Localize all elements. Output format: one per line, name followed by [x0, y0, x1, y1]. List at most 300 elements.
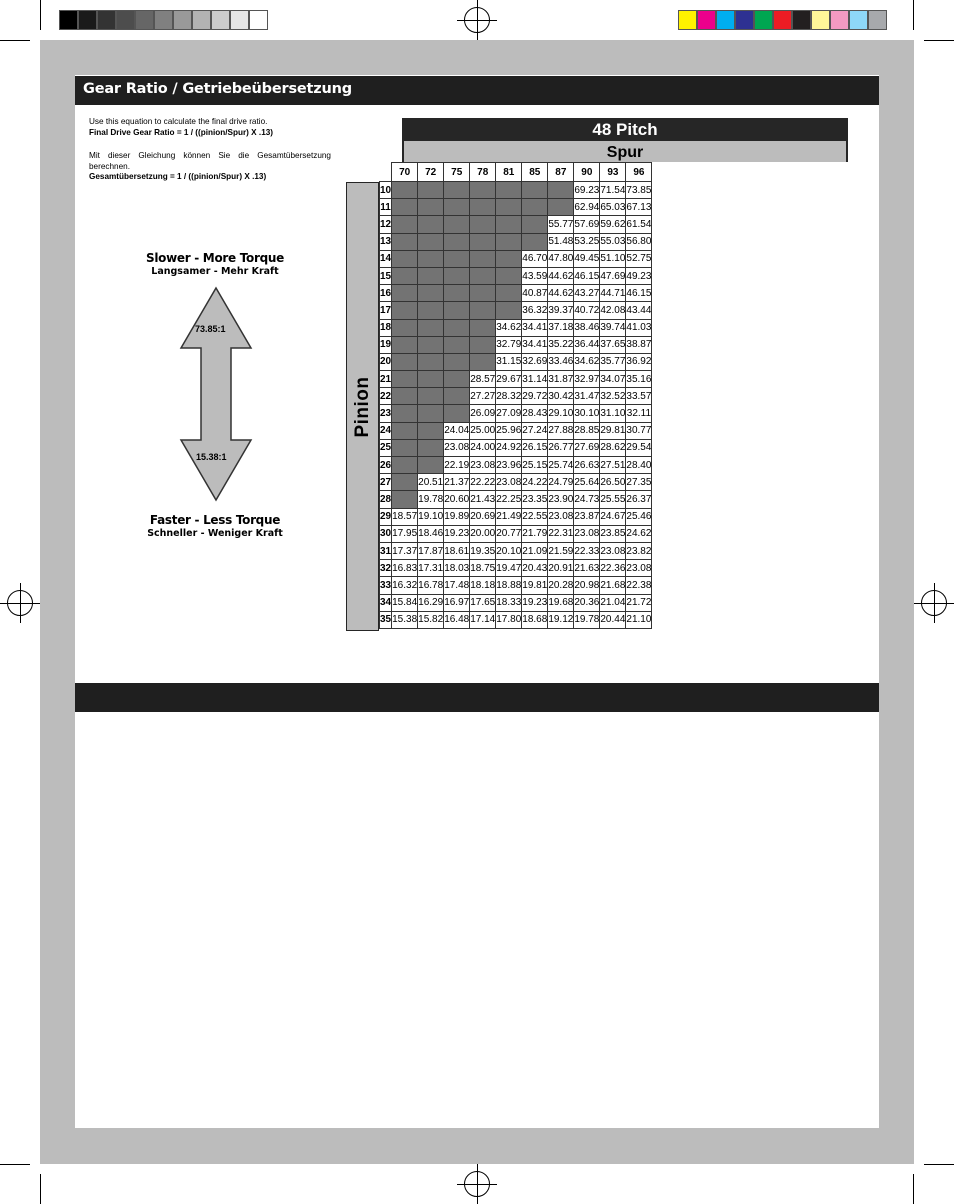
- gray-swatch: [78, 10, 97, 30]
- pinion-label: Pinion: [351, 375, 373, 438]
- table-row: [380, 371, 652, 388]
- ratio-cell: 46.70: [522, 250, 548, 267]
- ratio-cell: 46.15: [574, 267, 600, 284]
- color-swatch: [792, 10, 811, 30]
- ratio-cell: 17.37: [392, 542, 418, 559]
- ratio-cell: 24.62: [626, 525, 652, 542]
- gear-ratio-table: [379, 162, 652, 629]
- ratio-cell: 37.65: [600, 336, 626, 353]
- pinion-cell: 34: [380, 594, 392, 611]
- unavailable-cell: [496, 250, 522, 267]
- gray-swatch: [135, 10, 154, 30]
- ratio-cell: 17.14: [470, 611, 496, 628]
- unavailable-cell: [444, 353, 470, 370]
- unavailable-cell: [418, 388, 444, 405]
- faster-label-text: Faster - Less Torque: [149, 513, 281, 527]
- ratio-cell: 67.13: [626, 199, 652, 216]
- unavailable-cell: [496, 199, 522, 216]
- gray-swatch: [173, 10, 192, 30]
- unavailable-cell: [444, 199, 470, 216]
- table-row: [380, 199, 652, 216]
- unavailable-cell: [418, 439, 444, 456]
- ratio-cell: 15.84: [392, 594, 418, 611]
- ratio-cell: 23.08: [496, 474, 522, 491]
- ratio-cell: 20.60: [444, 491, 470, 508]
- ratio-cell: 22.38: [626, 577, 652, 594]
- ratio-cell: 53.25: [574, 233, 600, 250]
- ratio-cell: 16.78: [418, 577, 444, 594]
- ratio-cell: 34.62: [496, 319, 522, 336]
- ratio-cell: 31.10: [600, 405, 626, 422]
- ratio-cell: 33.57: [626, 388, 652, 405]
- pinion-cell: 16: [380, 285, 392, 302]
- ratio-cell: 18.88: [496, 577, 522, 594]
- slower-label-text: Slower - More Torque: [146, 251, 284, 265]
- ratio-cell: 23.85: [600, 525, 626, 542]
- table-row: [380, 457, 652, 474]
- unavailable-cell: [418, 336, 444, 353]
- table-row: [380, 388, 652, 405]
- pinion-cell: 25: [380, 439, 392, 456]
- color-swatch: [735, 10, 754, 30]
- color-swatch: [754, 10, 773, 30]
- ratio-cell: 47.69: [600, 267, 626, 284]
- ratio-cell: 23.08: [626, 560, 652, 577]
- color-swatch-strip: [678, 10, 887, 30]
- ratio-cell: 24.79: [548, 474, 574, 491]
- ratio-cell: 21.43: [470, 491, 496, 508]
- pinion-cell: 11: [380, 199, 392, 216]
- spur-header-cell: 72: [418, 163, 444, 182]
- ratio-cell: 17.80: [496, 611, 522, 628]
- pinion-cell: 20: [380, 353, 392, 370]
- ratio-cell: 36.44: [574, 336, 600, 353]
- ratio-cell: 34.62: [574, 353, 600, 370]
- ratio-cell: 21.79: [522, 525, 548, 542]
- ratio-cell: 26.15: [522, 439, 548, 456]
- ratio-cell: 20.44: [600, 611, 626, 628]
- ratio-cell: 20.43: [522, 560, 548, 577]
- gray-swatch-strip: [59, 10, 268, 30]
- unavailable-cell: [470, 285, 496, 302]
- ratio-cell: 28.43: [522, 405, 548, 422]
- ratio-cell: 34.41: [522, 336, 548, 353]
- table-row: [380, 216, 652, 233]
- pinion-cell: 29: [380, 508, 392, 525]
- ratio-cell: 28.62: [600, 439, 626, 456]
- unavailable-cell: [392, 336, 418, 353]
- ratio-cell: 21.49: [496, 508, 522, 525]
- ratio-cell: 21.72: [626, 594, 652, 611]
- unavailable-cell: [522, 233, 548, 250]
- unavailable-cell: [392, 353, 418, 370]
- ratio-cell: 26.09: [470, 405, 496, 422]
- unavailable-cell: [548, 199, 574, 216]
- ratio-cell: 43.27: [574, 285, 600, 302]
- ratio-cell: 20.10: [496, 542, 522, 559]
- registration-mark-icon: [464, 1171, 490, 1197]
- ratio-cell: 25.55: [600, 491, 626, 508]
- ratio-cell: 46.15: [626, 285, 652, 302]
- unavailable-cell: [392, 474, 418, 491]
- ratio-cell: 21.04: [600, 594, 626, 611]
- unavailable-cell: [444, 216, 470, 233]
- ratio-cell: 30.77: [626, 422, 652, 439]
- unavailable-cell: [522, 199, 548, 216]
- color-swatch: [773, 10, 792, 30]
- registration-mark-icon: [7, 590, 33, 616]
- ratio-cell: 31.15: [496, 353, 522, 370]
- unavailable-cell: [392, 182, 418, 199]
- table-row: [380, 405, 652, 422]
- ratio-cell: 36.32: [522, 302, 548, 319]
- ratio-cell: 27.24: [522, 422, 548, 439]
- ratio-cell: 22.25: [496, 491, 522, 508]
- ratio-cell: 22.22: [470, 474, 496, 491]
- unavailable-cell: [392, 457, 418, 474]
- ratio-cell: 57.69: [574, 216, 600, 233]
- ratio-cell: 29.54: [626, 439, 652, 456]
- ratio-cell: 29.81: [600, 422, 626, 439]
- ratio-cell: 32.69: [522, 353, 548, 370]
- unavailable-cell: [470, 267, 496, 284]
- ratio-cell: 42.08: [600, 302, 626, 319]
- registration-mark-icon: [921, 590, 947, 616]
- ratio-cell: 20.00: [470, 525, 496, 542]
- formula-text: Final Drive Gear Ratio = 1 / ((pinion/Spur) X .13): [89, 127, 274, 137]
- ratio-cell: 22.36: [600, 560, 626, 577]
- pinion-cell: 15: [380, 267, 392, 284]
- ratio-cell: 52.75: [626, 250, 652, 267]
- ratio-cell: 23.82: [626, 542, 652, 559]
- unavailable-cell: [444, 405, 470, 422]
- unavailable-cell: [418, 371, 444, 388]
- ratio-cell: 32.97: [574, 371, 600, 388]
- max-ratio-label: 73.85:1: [195, 324, 226, 334]
- ratio-cell: 30.10: [574, 405, 600, 422]
- ratio-cell: 47.80: [548, 250, 574, 267]
- color-swatch: [849, 10, 868, 30]
- ratio-cell: 26.37: [626, 491, 652, 508]
- ratio-cell: 24.04: [444, 422, 470, 439]
- table-row: [380, 560, 652, 577]
- ratio-cell: 20.28: [548, 577, 574, 594]
- ratio-cell: 23.87: [574, 508, 600, 525]
- ratio-cell: 27.51: [600, 457, 626, 474]
- unavailable-cell: [392, 439, 418, 456]
- spur-header-cell: 96: [626, 163, 652, 182]
- spur-header-cell: 85: [522, 163, 548, 182]
- ratio-cell: 24.73: [574, 491, 600, 508]
- ratio-cell: 16.48: [444, 611, 470, 628]
- ratio-cell: 44.62: [548, 267, 574, 284]
- ratio-cell: 20.77: [496, 525, 522, 542]
- unavailable-cell: [444, 233, 470, 250]
- table-row: [380, 250, 652, 267]
- ratio-cell: 19.23: [444, 525, 470, 542]
- pinion-cell: 24: [380, 422, 392, 439]
- corner-cell: [380, 163, 392, 182]
- ratio-cell: 51.48: [548, 233, 574, 250]
- gray-swatch: [230, 10, 249, 30]
- ratio-cell: 17.95: [392, 525, 418, 542]
- ratio-cell: 19.81: [522, 577, 548, 594]
- ratio-cell: 30.42: [548, 388, 574, 405]
- table-row: [380, 319, 652, 336]
- unavailable-cell: [470, 216, 496, 233]
- gray-swatch: [154, 10, 173, 30]
- ratio-cell: 38.87: [626, 336, 652, 353]
- table-row: [380, 577, 652, 594]
- pinion-cell: 35: [380, 611, 392, 628]
- ratio-cell: 16.29: [418, 594, 444, 611]
- instructions-german: [89, 151, 331, 183]
- ratio-cell: 44.71: [600, 285, 626, 302]
- ratio-cell: 18.57: [392, 508, 418, 525]
- ratio-cell: 35.22: [548, 336, 574, 353]
- registration-mark-icon: [464, 7, 490, 33]
- unavailable-cell: [392, 302, 418, 319]
- table-row: [380, 302, 652, 319]
- ratio-cell: 65.03: [600, 199, 626, 216]
- unavailable-cell: [418, 199, 444, 216]
- ratio-cell: 19.78: [574, 611, 600, 628]
- ratio-cell: 49.23: [626, 267, 652, 284]
- ratio-cell: 43.59: [522, 267, 548, 284]
- ratio-cell: 19.35: [470, 542, 496, 559]
- ratio-cell: 61.54: [626, 216, 652, 233]
- spur-header-cell: 75: [444, 163, 470, 182]
- slower-label: [120, 251, 310, 277]
- double-arrow-icon: [178, 286, 254, 507]
- ratio-cell: 18.68: [522, 611, 548, 628]
- ratio-cell: 19.47: [496, 560, 522, 577]
- unavailable-cell: [392, 422, 418, 439]
- crop-mark: [40, 0, 41, 30]
- table-row: [380, 336, 652, 353]
- color-swatch: [868, 10, 887, 30]
- ratio-cell: 28.40: [626, 457, 652, 474]
- ratio-cell: 35.77: [600, 353, 626, 370]
- ratio-cell: 38.46: [574, 319, 600, 336]
- ratio-cell: 17.48: [444, 577, 470, 594]
- ratio-cell: 27.88: [548, 422, 574, 439]
- ratio-cell: 21.10: [626, 611, 652, 628]
- ratio-cell: 27.35: [626, 474, 652, 491]
- ratio-cell: 18.18: [470, 577, 496, 594]
- table-row: [380, 542, 652, 559]
- unavailable-cell: [444, 371, 470, 388]
- ratio-cell: 51.10: [600, 250, 626, 267]
- ratio-cell: 17.65: [470, 594, 496, 611]
- ratio-cell: 35.16: [626, 371, 652, 388]
- ratio-cell: 18.75: [470, 560, 496, 577]
- ratio-cell: 40.87: [522, 285, 548, 302]
- table-row: [380, 611, 652, 628]
- unavailable-cell: [418, 216, 444, 233]
- ratio-cell: 34.41: [522, 319, 548, 336]
- unavailable-cell: [392, 319, 418, 336]
- ratio-cell: 22.31: [548, 525, 574, 542]
- ratio-cell: 44.62: [548, 285, 574, 302]
- unavailable-cell: [444, 319, 470, 336]
- ratio-cell: 25.64: [574, 474, 600, 491]
- pinion-cell: 18: [380, 319, 392, 336]
- ratio-cell: 23.08: [574, 525, 600, 542]
- ratio-cell: 27.27: [470, 388, 496, 405]
- pinion-cell: 30: [380, 525, 392, 542]
- crop-mark: [0, 1164, 30, 1165]
- unavailable-cell: [392, 405, 418, 422]
- crop-mark: [0, 40, 30, 41]
- spur-header-cell: 90: [574, 163, 600, 182]
- table-row: [380, 491, 652, 508]
- instruction-text: Use this equation to calculate the final drive ratio.: [89, 117, 268, 126]
- ratio-cell: 73.85: [626, 182, 652, 199]
- ratio-cell: 27.09: [496, 405, 522, 422]
- ratio-cell: 25.46: [626, 508, 652, 525]
- ratio-cell: 18.03: [444, 560, 470, 577]
- ratio-cell: 37.18: [548, 319, 574, 336]
- ratio-cell: 71.54: [600, 182, 626, 199]
- ratio-cell: 20.36: [574, 594, 600, 611]
- ratio-cell: 25.15: [522, 457, 548, 474]
- unavailable-cell: [392, 216, 418, 233]
- ratio-cell: 15.38: [392, 611, 418, 628]
- gray-swatch: [249, 10, 268, 30]
- ratio-cell: 20.51: [418, 474, 444, 491]
- ratio-cell: 69.23: [574, 182, 600, 199]
- ratio-cell: 17.31: [418, 560, 444, 577]
- color-swatch: [678, 10, 697, 30]
- ratio-cell: 31.14: [522, 371, 548, 388]
- crop-mark: [913, 0, 914, 30]
- table-row: [380, 439, 652, 456]
- unavailable-cell: [392, 285, 418, 302]
- ratio-cell: 28.85: [574, 422, 600, 439]
- crop-mark: [40, 1174, 41, 1204]
- table-row: [380, 422, 652, 439]
- ratio-cell: 19.10: [418, 508, 444, 525]
- unavailable-cell: [548, 182, 574, 199]
- ratio-cell: 23.96: [496, 457, 522, 474]
- unavailable-cell: [418, 353, 444, 370]
- ratio-cell: 19.89: [444, 508, 470, 525]
- unavailable-cell: [392, 233, 418, 250]
- section-title: Gear Ratio / Getriebeübersetzung: [83, 81, 352, 97]
- color-swatch: [716, 10, 735, 30]
- unavailable-cell: [392, 491, 418, 508]
- ratio-cell: 16.97: [444, 594, 470, 611]
- table-row: [380, 525, 652, 542]
- ratio-cell: 29.10: [548, 405, 574, 422]
- spur-header-cell: 78: [470, 163, 496, 182]
- crop-mark: [924, 40, 954, 41]
- instruction-text: Mit dieser Gleichung können Sie die Gesamtübersetzung berechnen.: [89, 151, 331, 171]
- ratio-cell: 19.23: [522, 594, 548, 611]
- pinion-cell: 19: [380, 336, 392, 353]
- spur-label: Spur: [402, 141, 848, 162]
- pinion-cell: 31: [380, 542, 392, 559]
- unavailable-cell: [418, 250, 444, 267]
- unavailable-cell: [418, 457, 444, 474]
- ratio-cell: 22.33: [574, 542, 600, 559]
- pinion-cell: 28: [380, 491, 392, 508]
- ratio-cell: 33.46: [548, 353, 574, 370]
- table-row: [380, 182, 652, 199]
- ratio-cell: 23.90: [548, 491, 574, 508]
- ratio-cell: 21.68: [600, 577, 626, 594]
- instructions-english: [89, 117, 331, 138]
- ratio-cell: 25.74: [548, 457, 574, 474]
- table-row: [380, 508, 652, 525]
- ratio-cell: 39.74: [600, 319, 626, 336]
- unavailable-cell: [496, 285, 522, 302]
- ratio-cell: 32.52: [600, 388, 626, 405]
- ratio-cell: 19.78: [418, 491, 444, 508]
- table-row: [380, 474, 652, 491]
- unavailable-cell: [444, 285, 470, 302]
- spur-header-cell: 70: [392, 163, 418, 182]
- ratio-cell: 43.44: [626, 302, 652, 319]
- ratio-cell: 24.67: [600, 508, 626, 525]
- ratio-cell: 21.37: [444, 474, 470, 491]
- ratio-cell: 27.69: [574, 439, 600, 456]
- pinion-cell: 23: [380, 405, 392, 422]
- unavailable-cell: [470, 250, 496, 267]
- unavailable-cell: [444, 336, 470, 353]
- pinion-cell: 22: [380, 388, 392, 405]
- unavailable-cell: [392, 267, 418, 284]
- unavailable-cell: [444, 388, 470, 405]
- table-row: [380, 353, 652, 370]
- ratio-cell: 23.08: [444, 439, 470, 456]
- ratio-cell: 23.08: [600, 542, 626, 559]
- empty-section-header-bar: [75, 683, 879, 712]
- unavailable-cell: [496, 267, 522, 284]
- ratio-cell: 29.72: [522, 388, 548, 405]
- pinion-cell: 26: [380, 457, 392, 474]
- formula-text: Gesamtübersetzung = 1 / ((pinion/Spur) X .13): [89, 172, 267, 181]
- table-row: [380, 594, 652, 611]
- ratio-cell: 19.12: [548, 611, 574, 628]
- ratio-cell: 32.79: [496, 336, 522, 353]
- ratio-cell: 22.55: [522, 508, 548, 525]
- ratio-cell: 16.83: [392, 560, 418, 577]
- ratio-cell: 24.22: [522, 474, 548, 491]
- slower-sublabel-text: Langsamer - Mehr Kraft: [151, 266, 279, 277]
- crop-mark: [924, 1164, 954, 1165]
- unavailable-cell: [418, 233, 444, 250]
- ratio-cell: 23.08: [548, 508, 574, 525]
- ratio-cell: 21.09: [522, 542, 548, 559]
- ratio-cell: 32.11: [626, 405, 652, 422]
- pinion-label-panel: [346, 182, 379, 631]
- unavailable-cell: [496, 233, 522, 250]
- unavailable-cell: [470, 319, 496, 336]
- ratio-cell: 24.92: [496, 439, 522, 456]
- pinion-cell: 13: [380, 233, 392, 250]
- ratio-cell: 25.96: [496, 422, 522, 439]
- unavailable-cell: [392, 371, 418, 388]
- ratio-cell: 21.63: [574, 560, 600, 577]
- ratio-cell: 26.77: [548, 439, 574, 456]
- unavailable-cell: [496, 216, 522, 233]
- unavailable-cell: [418, 319, 444, 336]
- pinion-cell: 27: [380, 474, 392, 491]
- spur-header-cell: 87: [548, 163, 574, 182]
- unavailable-cell: [418, 285, 444, 302]
